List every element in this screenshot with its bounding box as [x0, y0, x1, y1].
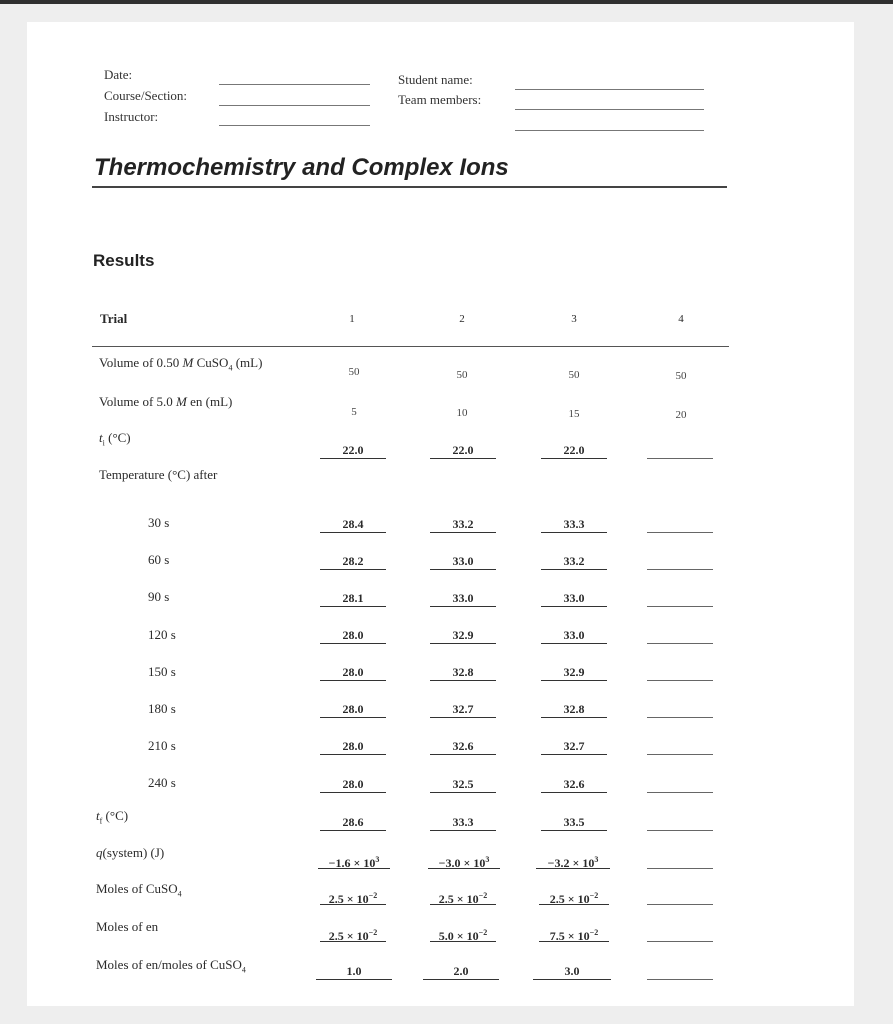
trial-number-2: 2: [459, 313, 465, 325]
temp-150s-trial-1: 28.0: [320, 664, 386, 681]
trial-number-4: 4: [678, 313, 684, 325]
volume-cuso4-trial-1: 50: [348, 366, 360, 378]
final-temperature-label: $t_f$ (°C): [96, 808, 129, 826]
time-90s-label: 90 s: [148, 589, 170, 604]
temp-120s-trial-1: 28.0: [320, 627, 386, 644]
q-system-trial-4: [647, 852, 713, 869]
window-top-bar: [0, 0, 893, 4]
temp-210s-trial-2: 32.6: [430, 738, 496, 755]
temp-30s-trial-1: 28.4: [320, 516, 386, 533]
page-title: Thermochemistry and Complex Ions: [94, 154, 509, 181]
temp-240s-trial-4: [647, 776, 713, 793]
temp-90s-trial-3: 33.0: [541, 590, 607, 607]
temp-150s-trial-3: 32.9: [541, 664, 607, 681]
temperature-after-label: Temperature (°C) after: [99, 467, 218, 482]
student-name-field-line: [515, 89, 704, 90]
volume-cuso4-trial-2: 50: [456, 369, 468, 381]
volume-cuso4-label: Volume of 0.50 M CuSO$_4$ (mL): [99, 355, 263, 373]
trial-number-1: 1: [349, 313, 355, 325]
trial-number-3: 3: [571, 313, 577, 325]
temp-210s-trial-1: 28.0: [320, 738, 386, 755]
table-header-rule: [92, 346, 729, 347]
mole-ratio-trial-3: 3.0: [533, 963, 611, 980]
date-field-line: [219, 84, 370, 85]
instructor-label: Instructor:: [104, 109, 159, 124]
moles-cuso4-trial-2: $2.5 \times 10^{-2}$: [430, 888, 496, 905]
temp-30s-trial-2: 33.2: [430, 516, 496, 533]
temp-240s-trial-2: 32.5: [430, 776, 496, 793]
trial-header-label: Trial: [100, 311, 128, 326]
temp-210s-trial-4: [647, 738, 713, 755]
temp-180s-trial-3: 32.8: [541, 701, 607, 718]
temp-180s-trial-4: [647, 701, 713, 718]
volume-en-trial-2: 10: [456, 407, 468, 419]
course-section-label: Course/Section:: [104, 88, 188, 103]
final-temperature-trial-3: 33.5: [541, 814, 607, 831]
team-members-field-line-2: [515, 130, 704, 131]
moles-cuso4-trial-3: $2.5 \times 10^{-2}$: [539, 888, 609, 905]
time-120s-label: 120 s: [148, 627, 176, 642]
moles-en-trial-3: $7.5 \times 10^{-2}$: [539, 925, 609, 942]
temp-60s-trial-1: 28.2: [320, 553, 386, 570]
time-150s-label: 150 s: [148, 664, 176, 679]
title-underline: [92, 186, 727, 188]
volume-en-trial-3: 15: [568, 408, 580, 420]
volume-en-trial-1: 5: [351, 406, 357, 418]
temp-30s-trial-3: 33.3: [541, 516, 607, 533]
moles-cuso4-trial-4: [647, 888, 713, 905]
initial-temperature-label: $t_i$ (°C): [99, 430, 131, 448]
temp-30s-trial-4: [647, 516, 713, 533]
moles-en-trial-1: $2.5 \times 10^{-2}$: [320, 925, 386, 942]
temp-60s-trial-3: 33.2: [541, 553, 607, 570]
initial-temperature-trial-4: [647, 442, 713, 459]
time-60s-label: 60 s: [148, 552, 170, 567]
final-temperature-trial-1: 28.6: [320, 814, 386, 831]
q-system-trial-3: $-3.2 \times 10^3$: [536, 852, 610, 869]
moles-cuso4-label: Moles of CuSO$_4$: [96, 881, 182, 899]
temp-180s-trial-2: 32.7: [430, 701, 496, 718]
time-180s-label: 180 s: [148, 701, 176, 716]
date-label: Date:: [104, 67, 133, 82]
temp-240s-trial-3: 32.6: [541, 776, 607, 793]
temp-90s-trial-2: 33.0: [430, 590, 496, 607]
final-temperature-trial-4: [647, 814, 713, 831]
initial-temperature-trial-2: 22.0: [430, 442, 496, 459]
volume-cuso4-trial-4: 50: [675, 370, 687, 382]
moles-en-trial-4: [647, 925, 713, 942]
temp-210s-trial-3: 32.7: [541, 738, 607, 755]
time-210s-label: 210 s: [148, 738, 176, 753]
q-system-trial-2: $-3.0 \times 10^3$: [428, 852, 500, 869]
volume-cuso4-trial-3: 50: [568, 369, 580, 381]
initial-temperature-trial-1: 22.0: [320, 442, 386, 459]
temp-120s-trial-2: 32.9: [430, 627, 496, 644]
temp-150s-trial-4: [647, 664, 713, 681]
volume-en-trial-4: 20: [675, 409, 687, 421]
q-system-trial-1: $-1.6 \times 10^3$: [318, 852, 390, 869]
team-members-label: Team members:: [398, 92, 482, 107]
time-30s-label: 30 s: [148, 515, 170, 530]
temp-90s-trial-4: [647, 590, 713, 607]
moles-en-label: Moles of en: [96, 919, 159, 934]
results-heading: Results: [93, 251, 155, 270]
time-240s-label: 240 s: [148, 775, 176, 790]
volume-en-label: Volume of 5.0 M en (mL): [99, 394, 233, 409]
temp-90s-trial-1: 28.1: [320, 590, 386, 607]
q-system-label: q(system) (J): [96, 845, 165, 860]
temp-180s-trial-1: 28.0: [320, 701, 386, 718]
course-field-line: [219, 105, 370, 106]
temp-240s-trial-1: 28.0: [320, 776, 386, 793]
temp-120s-trial-4: [647, 627, 713, 644]
instructor-field-line: [219, 125, 370, 126]
temp-60s-trial-2: 33.0: [430, 553, 496, 570]
student-name-label: Student name:: [398, 72, 473, 87]
mole-ratio-trial-1: 1.0: [316, 963, 392, 980]
mole-ratio-trial-4: [647, 963, 713, 980]
final-temperature-trial-2: 33.3: [430, 814, 496, 831]
initial-temperature-trial-3: 22.0: [541, 442, 607, 459]
temp-150s-trial-2: 32.8: [430, 664, 496, 681]
mole-ratio-trial-2: 2.0: [423, 963, 499, 980]
moles-cuso4-trial-1: $2.5 \times 10^{-2}$: [320, 888, 386, 905]
moles-en-trial-2: $5.0 \times 10^{-2}$: [430, 925, 496, 942]
temp-120s-trial-3: 33.0: [541, 627, 607, 644]
temp-60s-trial-4: [647, 553, 713, 570]
mole-ratio-label: Moles of en/moles of CuSO$_4$: [96, 957, 246, 975]
team-members-field-line-1: [515, 109, 704, 110]
